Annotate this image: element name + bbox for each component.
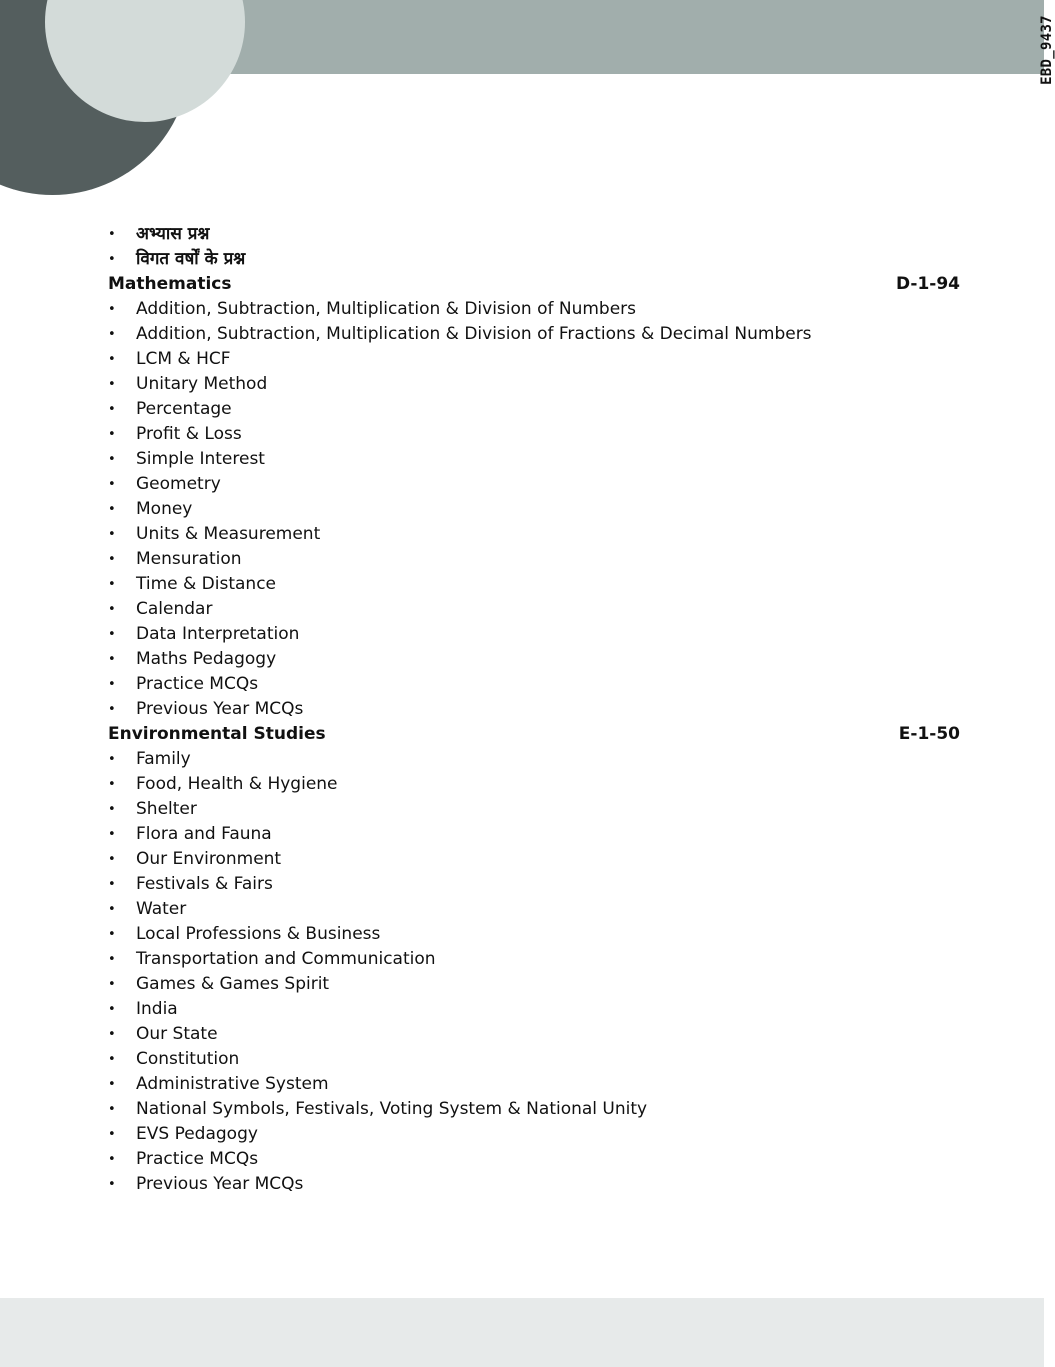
bullet-icon: • (108, 1102, 116, 1117)
bullet-icon: • (108, 827, 116, 842)
topic-label: Food, Health & Hygiene (136, 774, 338, 794)
list-item[interactable] (108, 547, 960, 572)
bullet-icon: • (108, 952, 116, 967)
list-item[interactable] (108, 822, 960, 847)
footer-band (0, 1298, 1044, 1367)
bullet-icon: • (108, 752, 116, 767)
section-title: Mathematics (108, 274, 232, 294)
bullet-icon: • (108, 627, 116, 642)
list-item[interactable] (108, 797, 960, 822)
bullet-icon: • (108, 352, 116, 367)
list-item[interactable] (108, 472, 960, 497)
bullet-icon: • (108, 1127, 116, 1142)
topic-label: LCM & HCF (136, 349, 231, 369)
bullet-icon: • (108, 877, 116, 892)
bullet-icon: • (108, 1002, 116, 1017)
list-item[interactable] (108, 997, 960, 1022)
topic-label: Unitary Method (136, 374, 268, 394)
topic-label: Games & Games Spirit (136, 974, 330, 994)
bullet-icon: • (108, 302, 116, 317)
topic-label: Units & Measurement (136, 524, 321, 544)
bullet-icon: • (108, 702, 116, 717)
list-item[interactable] (108, 647, 960, 672)
list-item[interactable] (108, 297, 960, 322)
bullet-icon: • (108, 477, 116, 492)
section-title: Environmental Studies (108, 724, 326, 744)
topic-label: Our State (136, 1024, 218, 1044)
list-item[interactable] (108, 497, 960, 522)
list-item[interactable] (108, 847, 960, 872)
bullet-icon: • (108, 327, 116, 342)
bullet-icon: • (108, 1077, 116, 1092)
topic-label: Time & Distance (136, 574, 277, 594)
list-item[interactable] (108, 972, 960, 997)
topic-label: Shelter (136, 799, 197, 819)
topic-label: Administrative System (136, 1074, 329, 1094)
list-item[interactable] (108, 622, 960, 647)
list-item[interactable] (108, 1072, 960, 1097)
list-item[interactable] (108, 522, 960, 547)
topic-label: Profit & Loss (136, 424, 242, 444)
table-of-contents (108, 222, 960, 1197)
bullet-icon: • (108, 377, 116, 392)
bullet-icon: • (108, 227, 116, 242)
list-item[interactable] (108, 1022, 960, 1047)
section-heading-mathematics[interactable] (108, 272, 960, 297)
list-item[interactable] (108, 947, 960, 972)
bullet-icon: • (108, 1027, 116, 1042)
bullet-icon: • (108, 802, 116, 817)
topic-label: Water (136, 899, 187, 919)
topic-label: Family (136, 749, 191, 769)
list-item[interactable] (108, 1097, 960, 1122)
list-item[interactable] (108, 422, 960, 447)
list-item[interactable] (108, 372, 960, 397)
topic-label: Festivals & Fairs (136, 874, 273, 894)
topic-label: Money (136, 499, 193, 519)
bullet-icon: • (108, 777, 116, 792)
list-item[interactable] (108, 447, 960, 472)
topic-label: EVS Pedagogy (136, 1124, 258, 1144)
bullet-icon: • (108, 427, 116, 442)
topic-label: Mensuration (136, 549, 242, 569)
bullet-icon: • (108, 502, 116, 517)
list-item[interactable] (108, 1172, 960, 1197)
list-item: • विगत वर्षों के प्रश्न (108, 247, 960, 272)
list-item[interactable] (108, 672, 960, 697)
bullet-icon: • (108, 927, 116, 942)
topic-label: Calendar (136, 599, 213, 619)
list-item[interactable] (108, 1047, 960, 1072)
bullet-icon: • (108, 652, 116, 667)
bullet-icon: • (108, 452, 116, 467)
list-item[interactable] (108, 922, 960, 947)
topic-label: Previous Year MCQs (136, 1174, 304, 1194)
bullet-icon: • (108, 977, 116, 992)
bullet-icon: • (108, 677, 116, 692)
topic-label: National Symbols, Festivals, Voting System & National Unity (136, 1099, 648, 1119)
topic-label: Simple Interest (136, 449, 265, 469)
bullet-icon: • (108, 1052, 116, 1067)
list-item[interactable] (108, 1122, 960, 1147)
list-item[interactable] (108, 322, 960, 347)
bullet-icon: • (108, 1152, 116, 1167)
topic-label: Local Professions & Business (136, 924, 381, 944)
bullet-icon: • (108, 852, 116, 867)
topic-label: Data Interpretation (136, 624, 300, 644)
topic-label: India (136, 999, 178, 1019)
list-item: • अभ्यास प्रश्न (108, 222, 960, 247)
bullet-icon: • (108, 1177, 116, 1192)
section-page-range: E-1-50 (898, 724, 960, 744)
topic-label: Percentage (136, 399, 232, 419)
list-item[interactable] (108, 872, 960, 897)
topic-label: Maths Pedagogy (136, 649, 277, 669)
topic-label: Addition, Subtraction, Multiplication & Division of Fractions & Decimal Numbers (136, 324, 812, 344)
list-item[interactable] (108, 897, 960, 922)
mathematics-topic-list (108, 297, 960, 722)
topic-label: Our Environment (136, 849, 282, 869)
list-item[interactable] (108, 397, 960, 422)
list-item[interactable] (108, 697, 960, 722)
list-item[interactable] (108, 772, 960, 797)
bullet-icon: • (108, 602, 116, 617)
list-item[interactable] (108, 747, 960, 772)
topic-label: Practice MCQs (136, 674, 259, 694)
evs-topic-list (108, 747, 960, 1197)
bullet-icon: • (108, 402, 116, 417)
topic-label: Flora and Fauna (136, 824, 272, 844)
list-item[interactable] (108, 597, 960, 622)
bullet-icon: • (108, 552, 116, 567)
section-page-range: D-1-94 (895, 274, 960, 294)
topic-label: Previous Year MCQs (136, 699, 304, 719)
bullet-icon: • (108, 902, 116, 917)
bullet-icon: • (108, 577, 116, 592)
topic-label: Transportation and Communication (136, 949, 436, 969)
topic-label: Constitution (136, 1049, 240, 1069)
topic-label: Geometry (136, 474, 221, 494)
topic-label: Practice MCQs (136, 1149, 259, 1169)
book-code: EBD_9437 (1039, 15, 1055, 85)
list-item[interactable] (108, 1147, 960, 1172)
section-heading-environmental-studies[interactable] (108, 722, 960, 747)
bullet-icon: • (108, 527, 116, 542)
list-item[interactable] (108, 347, 960, 372)
bullet-icon: • (108, 252, 116, 267)
list-item[interactable] (108, 572, 960, 597)
topic-label: Addition, Subtraction, Multiplication & Division of Numbers (136, 299, 637, 319)
